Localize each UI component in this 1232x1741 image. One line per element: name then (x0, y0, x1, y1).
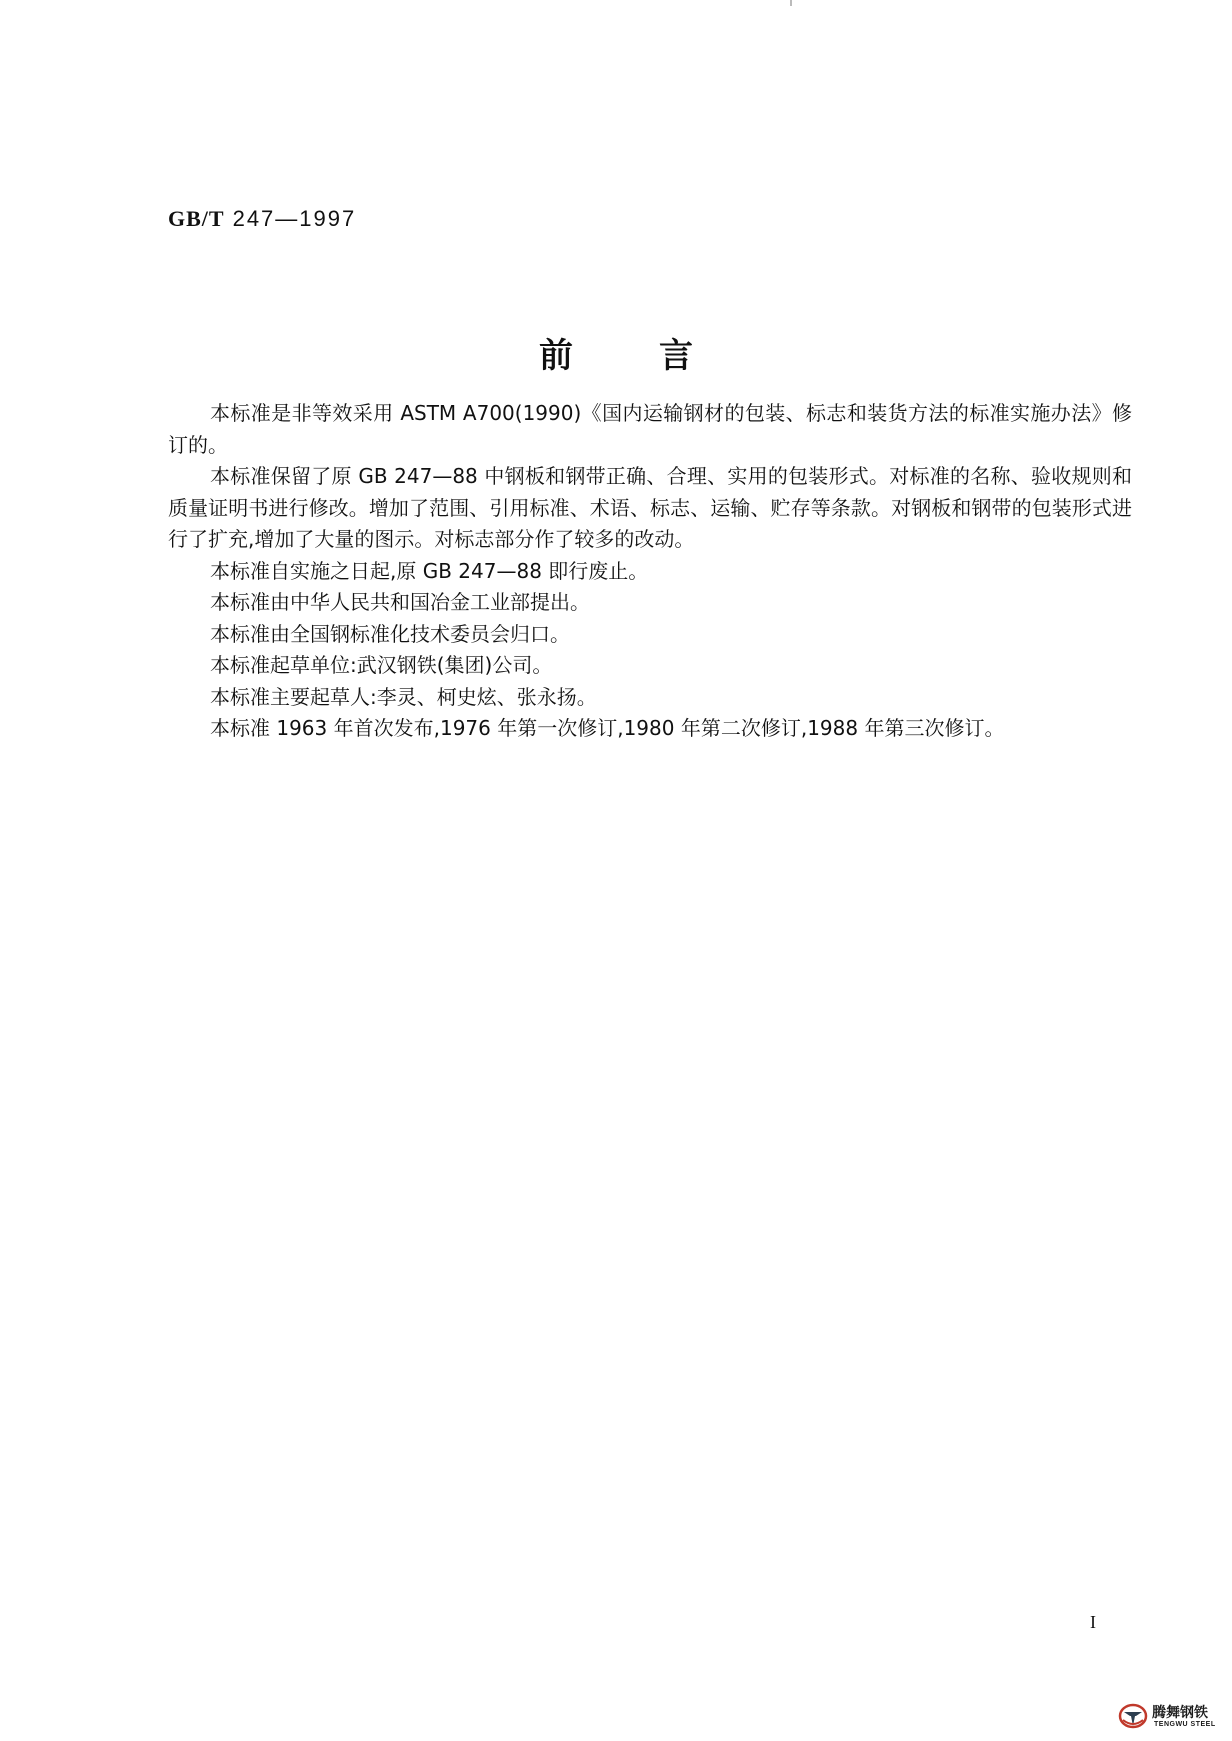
foreword-body (168, 398, 1132, 745)
watermark-logo (1118, 1700, 1222, 1732)
paragraph: 本标准由全国钢标准化技术委员会归口。 (210, 621, 570, 646)
paragraph: 本标准由中华人民共和国冶金工业部提出。 (210, 590, 590, 614)
logo-name-en: TENGWU STEEL (1154, 1721, 1216, 1728)
standard-code (168, 206, 356, 232)
scan-artifact (790, 0, 792, 6)
logo-name-cn: 腾舞钢铁 (1152, 1705, 1208, 1721)
standard-prefix: GB/T (168, 206, 225, 231)
paragraph: 本标准起草单位:武汉钢铁(集团)公司。 (210, 653, 553, 677)
page-number: I (1090, 1612, 1096, 1632)
paragraph: 本标准 1963 年首次发布,1976 年第一次修订,1980 年第二次修订,1988 年第三次修订。 (210, 716, 1005, 740)
tengwu-logo-icon (1118, 1702, 1148, 1730)
standard-number: 247—1997 (232, 206, 357, 231)
paragraph: 本标准是非等效采用 ASTM A700(1990)《国内运输钢材的包装、标志和装货方法的标准实施办法》修订的。 (168, 401, 1132, 457)
paragraph: 本标准主要起草人:李灵、柯史炫、张永扬。 (210, 684, 597, 709)
page-title: 前言 (539, 336, 779, 376)
paragraph: 本标准自实施之日起,原 GB 247—88 即行废止。 (210, 558, 649, 583)
paragraph: 本标准保留了原 GB 247—88 中钢板和钢带正确、合理、实用的包装形式。对标准的名称、验收规则和质量证明书进行修改。增加了范围、引用标准、术语、标志、运输、贮存等条款。对钢板和钢带的包装形式进行了扩充,增加了大量的图示。对标志部分作了较多的改动。 (168, 464, 1132, 551)
